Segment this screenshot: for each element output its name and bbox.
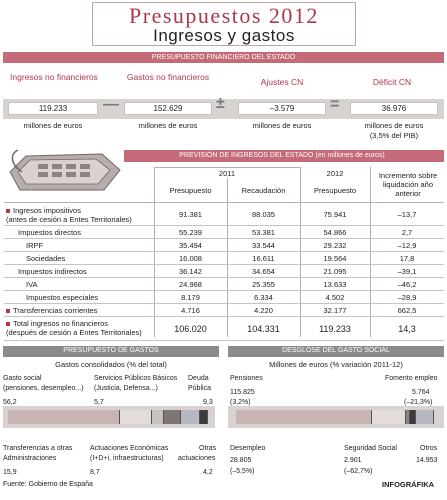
revenue-cell-r11: 16.611 [252,254,275,263]
social-band: DESGLOSE DEL GASTO SOCIAL [228,346,444,357]
financial-label-ajustes: Ajustes CN [260,77,304,87]
deuda-value: 9,3 [203,399,213,406]
financial-unit-deficit: millones de euros [364,121,424,130]
revenue-cell-r11: 33.544 [252,241,275,250]
social-bar-segment [372,410,406,424]
social-bar-segment [416,410,434,424]
revenue-row-label [6,206,154,224]
revenue-cell-inc: –28,9 [397,293,417,302]
actuaciones-label-2: (I+D+i, infraestructuras) [90,455,164,462]
pensiones-pct: (3,2%) [230,399,251,406]
revenue-row-name: IVA [26,280,38,289]
seguridad-label: Seguridad Social [344,445,397,452]
revenue-band: PREVISIÓN DE INGRESOS DEL ESTADO (en millones de euros) [120,150,444,162]
revenue-row-label [6,306,154,315]
servicios-value: 5,7 [94,399,104,406]
transferencias-label-1: Transferencias a otras [3,445,73,452]
revenue-row-name-detail: (después de cesión a Entes Territoriales) [6,328,142,337]
revenue-cell-p12: 54.866 [323,228,347,237]
social-bar-segment [410,410,417,424]
revenue-cell-p12: 29.232 [323,241,347,250]
gastos-subtitle: Gastos consolidados (% del total) [55,360,167,369]
revenue-row-name: Sociedades [26,254,66,263]
revenue-cell-p12: 13.633 [323,280,347,289]
equals-operator: = [330,96,340,113]
revenue-row-name: Impuestos directos [18,228,81,237]
revenue-row-label [26,254,154,263]
financial-label-ingresos: Ingresos no financieros [10,72,98,82]
deuda-label-1: Deuda [188,375,209,382]
transferencias-label-2: Administraciones [3,455,57,462]
social-subtitle: Millones de euros (% variación 2011-12) [269,360,403,369]
revenue-cell-r11: 4.220 [254,306,273,315]
revenue-cell-p12: 19.564 [323,254,347,263]
row-marker-icon [6,322,10,326]
revenue-row-label [26,241,154,250]
revenue-row [4,317,444,341]
revenue-cell-p12: 4.502 [325,293,345,302]
revenue-cell-p11: 16.008 [179,254,202,263]
pib-note: (3,5% del PIB) [369,131,419,140]
revenue-cell-p11: 35.494 [179,241,202,250]
gastos-bar-segment [200,410,208,424]
gasto-social-label-2: (pensiones, desempleo...) [3,385,84,392]
financial-unit-ajustes: millones de euros [252,121,312,130]
financial-unit-gastos: millones de euros [138,121,198,130]
revenue-cell-r11: 88.035 [252,210,275,219]
pensiones-value: 115.825 [230,389,255,396]
revenue-row [4,265,444,278]
calculator-icon [4,132,124,194]
gastos-band: PRESUPUESTO DE GASTOS [3,346,219,357]
revenue-cell-p11: 8.179 [181,293,200,302]
revenue-cell-p11: 55.239 [179,228,202,237]
financial-label-gastos: Gastos no financieros [126,72,210,82]
row-marker-icon [6,209,10,213]
revenue-cell-r11: 25.355 [252,280,275,289]
financial-value-ajustes: –3.579 [238,102,326,115]
financial-unit-ingresos: millones de euros [23,121,83,130]
revenue-row-name: Total ingresos no financieros [13,319,109,328]
financial-value-gastos: 152.629 [124,102,212,115]
fomento-pct: (–21,3%) [404,399,433,406]
revenue-cell-inc: 14,3 [398,324,416,334]
revenue-cell-r11: 6.334 [254,293,273,302]
source-note: Fuente: Gobierno de España [3,481,93,488]
revenue-cell-p12: 75.941 [323,210,347,219]
social-bar-segment [236,410,372,424]
revenue-cell-inc: –13,7 [397,210,417,219]
seguridad-pct: (–62,7%) [344,468,373,475]
desempleo-pct: (–5,5%) [230,468,255,475]
desempleo-value: 28.805 [230,457,252,464]
revenue-row-label [26,280,154,289]
page-title: Presupuestos 2012 [129,3,319,28]
gastos-bar [8,410,208,424]
revenue-cell-p12: 119.233 [319,324,351,334]
col-incremento: Incremento sobre liquidación año anterior [378,171,438,198]
revenue-cell-inc: –12,9 [397,241,417,250]
gastos-bar-segment [181,410,200,424]
gastos-bar-segment [120,410,152,424]
gastos-bar-segment [164,410,181,424]
minus-operator: — [103,96,119,113]
credit-logo: INFOGRÁFIKA [382,480,435,489]
title-box [92,2,356,46]
gastos-bar-segment [152,410,163,424]
revenue-row-name-detail: (antes de cesión a Entes Territoriales) [6,215,132,224]
desempleo-label: Desempleo [230,445,266,452]
revenue-cell-p11: 36.142 [179,267,202,276]
seguridad-value: 2.901 [344,457,362,464]
revenue-cell-inc: 662,5 [397,306,417,315]
revenue-cell-p11: 4.716 [181,306,200,315]
financial-label-deficit: Déficit CN [372,77,412,87]
revenue-cell-r11: 104.331 [247,324,280,334]
year-2011-header: 2011 [218,169,236,178]
revenue-row [4,304,444,317]
social-bar [236,410,434,424]
revenue-row-name: Transferencias corrientes [13,306,98,315]
pensiones-label: Pensiones [230,375,263,382]
revenue-row-label [18,228,154,237]
revenue-row [4,278,444,291]
revenue-row-label [26,293,154,302]
page-subtitle: Ingresos y gastos [153,26,295,45]
revenue-cell-inc: –46,2 [397,280,417,289]
revenue-cell-inc: –39,1 [397,267,417,276]
otros-label: Otros [420,445,438,452]
gasto-social-label-1: Gasto social [3,375,42,382]
gastos-bar-segment [8,410,120,424]
revenue-row-name: Ingresos impositivos [13,206,81,215]
actuaciones-label-1: Actuaciones Económicas [90,445,169,452]
revenue-row-label [6,319,154,337]
otras-label-2: actuaciones [178,455,216,462]
revenue-row-name: Impuestos indirectos [18,267,87,276]
revenue-cell-inc: 2,7 [401,228,413,237]
revenue-row [4,291,444,304]
financial-value-ingresos: 119.233 [8,102,98,115]
otros-value: 14.953 [416,457,438,464]
financial-value-deficit: 36.976 [350,102,438,115]
row-marker-icon [6,309,10,313]
revenue-cell-p11: 106.020 [174,324,207,334]
revenue-row [4,226,444,239]
revenue-cell-p11: 24.968 [179,280,202,289]
revenue-row [4,252,444,265]
revenue-row [4,239,444,252]
deuda-label-2: Pública [188,385,211,392]
revenue-row [4,204,444,226]
revenue-row-name: IRPF [26,241,44,250]
otras-label-1: Otras [199,445,217,452]
revenue-cell-inc: 17,8 [399,254,415,263]
revenue-row-name: Impuestos especiales [26,293,99,302]
revenue-cell-r11: 34.654 [252,267,275,276]
transferencias-value: 15,9 [3,469,17,476]
col-presupuesto-2012: Presupuesto [313,186,357,195]
financial-band: PRESUPUESTO FINANCIERO DEL ESTADO [3,52,444,63]
plusminus-operator: ± [216,95,225,112]
servicios-label-1: Servicios Públicos Básicos [94,375,178,382]
revenue-cell-p12: 32.177 [323,306,347,315]
year-2012-header: 2012 [326,169,344,178]
header-rule [4,202,444,203]
actuaciones-value: 8,7 [90,469,100,476]
fomento-value: 5.764 [412,389,430,396]
revenue-cell-p11: 91.381 [179,210,202,219]
servicios-label-2: (Justicia, Defensa...) [94,385,158,392]
gasto-social-value: 56,2 [3,399,17,406]
year-2011-rule [154,167,300,168]
fomento-label: Fomento empleo [385,375,438,382]
revenue-cell-r11: 53.381 [252,228,275,237]
otras-value: 4,2 [203,469,213,476]
revenue-row-label [18,267,154,276]
revenue-cell-p12: 21.095 [323,267,347,276]
col-presupuesto-2011: Presupuesto [169,186,212,195]
col-recaudacion-2011: Recaudación [241,186,286,195]
